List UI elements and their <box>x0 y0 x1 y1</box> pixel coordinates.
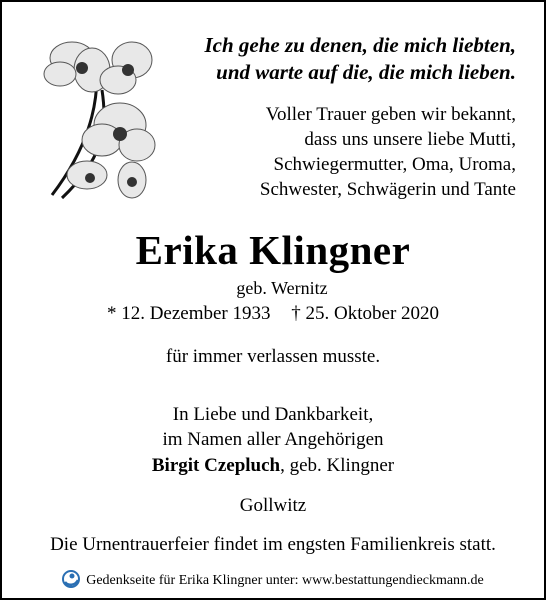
signer-name: Birgit Czepluch <box>151 455 281 476</box>
memorial-logo-icon <box>62 570 80 588</box>
announcement-line-2: dass uns unsere liebe Mutti, <box>304 129 516 150</box>
quote <box>156 32 516 86</box>
announcement-line-1: Voller Trauer geben wir bekannt, <box>265 104 516 125</box>
memorial-page-text: Gedenkseite für Erika Klingner unter: www.bestattungendieckmann.de <box>86 573 484 588</box>
signer <box>2 454 544 478</box>
quote-line-2: und warte auf die, die mich lieben. <box>216 60 516 84</box>
signer-suffix: , geb. Klingner <box>280 455 395 476</box>
birth-name: geb. Wernitz <box>236 278 328 298</box>
passing-text: für immer verlassen musste. <box>165 346 381 367</box>
quote-line-1: Ich gehe zu denen, die mich liebten, <box>204 33 516 57</box>
announcement <box>176 102 516 202</box>
closing-line-1: In Liebe und Dankbarkeit, <box>172 404 374 425</box>
life-dates <box>2 302 544 326</box>
closing-line-2: im Namen aller Angehörigen <box>162 429 384 450</box>
closing-words <box>2 402 544 452</box>
memorial-page-link[interactable] <box>2 570 544 590</box>
birth-date: * 12. Dezember 1933 <box>106 303 271 324</box>
ceremony-note: Die Urnentrauerfeier findet im engsten Familienkreis statt. <box>50 534 496 555</box>
death-date: † 25. Oktober 2020 <box>291 303 440 324</box>
announcement-line-4: Schwester, Schwägerin und Tante <box>259 179 516 200</box>
place: Gollwitz <box>239 495 307 516</box>
orchid-flower-image <box>32 30 162 200</box>
deceased-name: Erika Klingner <box>135 227 411 273</box>
announcement-line-3: Schwiegermutter, Oma, Uroma, <box>273 154 516 175</box>
